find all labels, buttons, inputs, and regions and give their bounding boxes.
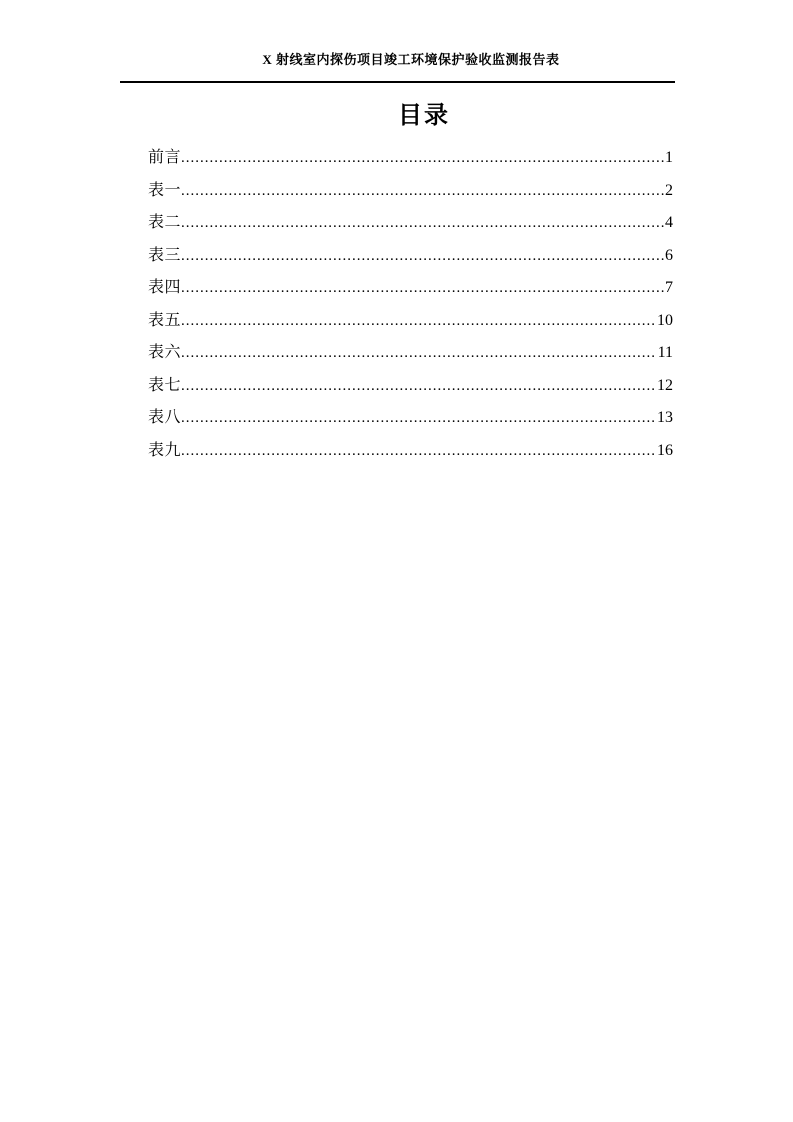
toc-entry-page: 12 <box>657 376 673 394</box>
toc-leader-dots <box>181 305 656 338</box>
toc-entry[interactable] <box>120 272 675 305</box>
toc-entry[interactable] <box>120 370 675 403</box>
toc-entry[interactable] <box>120 142 675 175</box>
toc-entry[interactable] <box>120 305 675 338</box>
toc-entry-page: 16 <box>657 441 673 459</box>
toc-entry-label[interactable]: 表一 <box>148 181 182 199</box>
toc-entry-label[interactable]: 表五 <box>148 311 182 329</box>
toc-entry-label[interactable]: 表四 <box>148 279 182 296</box>
toc-entry-label[interactable]: 表三 <box>148 246 182 264</box>
toc-leader-dots <box>181 435 656 468</box>
toc-entry-label[interactable]: 表九 <box>148 441 182 459</box>
toc-leader-dots <box>181 370 656 403</box>
toc-entry-page: 6 <box>665 246 673 264</box>
toc-entry[interactable] <box>120 402 675 435</box>
toc-entry-label[interactable]: 前言 <box>148 149 182 166</box>
toc-entry-label[interactable]: 表二 <box>148 214 182 231</box>
toc-leader-dots <box>181 175 664 208</box>
toc-entry[interactable] <box>120 240 675 273</box>
toc-entry[interactable] <box>120 207 675 240</box>
toc-leader-dots <box>181 402 656 435</box>
page-content <box>120 0 675 467</box>
toc-entry-page: 7 <box>665 279 673 296</box>
toc-leader-dots <box>181 272 664 305</box>
toc-entry-label[interactable]: 表七 <box>148 376 182 394</box>
toc-entry-page: 10 <box>657 311 673 329</box>
toc-leader-dots <box>181 207 664 240</box>
toc-leader-dots <box>181 337 657 370</box>
toc-entry-label[interactable]: 表六 <box>148 344 182 361</box>
toc-entry[interactable] <box>120 175 675 208</box>
toc-entry[interactable] <box>120 435 675 468</box>
toc-leader-dots <box>181 142 664 175</box>
toc-entry-page: 1 <box>665 149 673 166</box>
page-header-title: X 射线室内探伤项目竣工环境保护验收监测报告表 <box>262 52 560 67</box>
toc-entry-page: 2 <box>665 181 673 199</box>
toc-entry[interactable] <box>120 337 675 370</box>
toc-leader-dots <box>181 240 664 273</box>
toc-list <box>120 128 675 467</box>
toc-entry-label[interactable]: 表八 <box>148 409 182 426</box>
toc-entry-page: 4 <box>665 214 673 231</box>
toc-title: 目录 <box>398 103 450 129</box>
toc-entry-page: 13 <box>657 409 673 426</box>
toc-entry-page: 11 <box>657 344 673 361</box>
